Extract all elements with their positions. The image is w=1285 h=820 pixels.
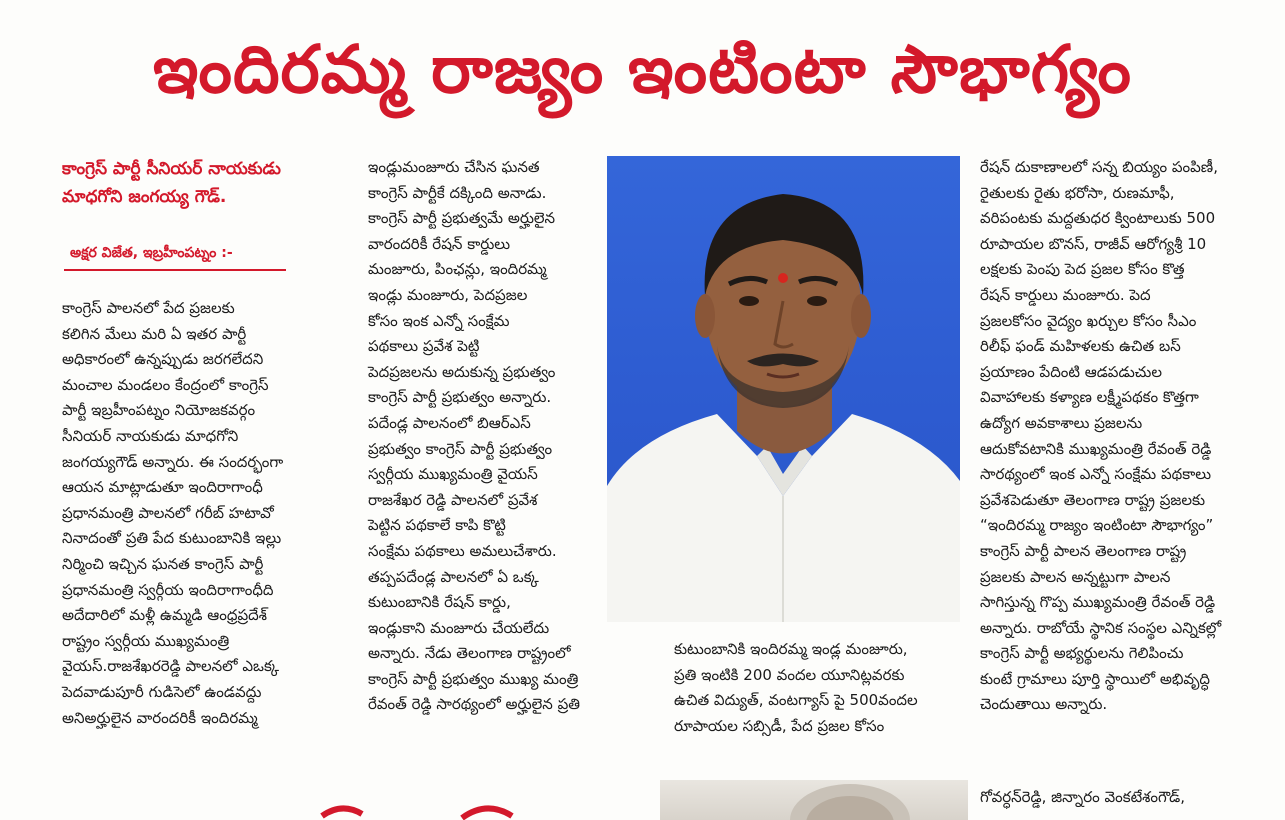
red-headline-strokes xyxy=(312,796,562,820)
byline-underline xyxy=(64,269,286,271)
headline: ఇందిరమ్మ రాజ్యం ఇంటింటా సౌభాగ్యం xyxy=(153,31,1132,108)
portrait-photo xyxy=(607,156,960,622)
article-column-4: రేషన్ దుకాణాలలో సన్న బియ్యం పంపిణీ, రైతులకు రైతు భరోసా, రుణమాఫీ, వరిపంటకు మద్దతుధర క్వింటాలుకు 500 రూపాయల బొనస్, రాజీవ్ ఆరోగ్యశ్రీ 10 లక్షలకు పెంపు పెద ప్రజల కోసం కొత్త రేషన్ కార్డులు మంజూరు. పెద ప్రజలకోసం వైద్యం ఖర్చుల కోసం సీఎం రిలీఫ్ ఫండ్ మహిళలకు ఉచిత బస్ ప్రయాణం పేదింటి ఆడపడుచుల వివాహాలకు కళ్యాణ లక్ష్మీపథకం కొత్తగా ఉద్యోగ అవకాశాలు ప్రజలను ఆదుకోవటానికి ముఖ్యమంత్రి రేవంత్ రెడ్డి సారథ్యంలో ఇంక ఎన్నో సంక్షేమ పథకాలు ప్రవేశపెడుతూ తెలంగాణ రాష్ట్ర ప్రజలకు “ఇందిరమ్మ రాజ్యం ఇంటింటా సౌభాగ్యం” కాంగ్రెస్ పార్టీ పాలన తెలంగాణ రాష్ట్ర ప్రజలకు పాలన అన్నట్టుగా పాలన సాగిస్తున్న గొప్ప ముఖ్యమంత్రి రేవంత్ రెడ్డి అన్నారు. రాబోయే స్థానిక సంస్థల ఎన్నికల్లో కాంగ్రెస్ పార్టీ అభ్యర్థులను గెలిపించు కుంటే గ్రామాలు పూర్తి స్థాయిలో అభివృద్ధి చెందుతాయి అన్నారు. xyxy=(980,158,1222,714)
next-article-text: గోవర్ధన్‌రెడ్డి, జిన్నారం వెంకటేశంగౌడ్, xyxy=(980,788,1186,806)
article-column-3-photo-caption: కుటుంబానికి ఇందిరమ్మ ఇండ్ల మంజూరు, ప్రతి ఇంటికి 200 వందల యూనిట్లవరకు ఉచిత విద్యుత్, వంటగ్యాస్ పై 500వందల రూపాయల సబ్సిడీ, పేద ప్రజల కోసం xyxy=(674,640,918,735)
next-article-photo xyxy=(660,780,968,820)
portrait-illustration xyxy=(607,156,960,622)
byline: అక్షర విజేత, ఇబ్రహీంపట్నం :- xyxy=(70,245,233,261)
article-column-1: కాంగ్రెస్ పాలనలో పేద ప్రజలకు కలిగిన మేలు మరి ఏ ఇతర పార్టీ అధికారంలో ఉన్నప్పుడు జరగలేదని మంచాల మండలం కేంద్రంలో కాంగ్రెస్ పార్టీ ఇబ్రహీంపట్నం నియోజకవర్గం సీనియర్ నాయకుడు మాధగోని జంగయ్యగౌడ్ అన్నారు. ఈ సందర్భంగా ఆయన మాట్లాడుతూ ఇందిరాగాంధీ ప్రధానమంత్రి పాలనలో గరీబ్ హటావో నినాదంతో ప్రతి పేద కుటుంబానికి ఇల్లు నిర్మించి ఇచ్చిన ఘనత కాంగ్రెస్ పార్టీ ప్రధానమంత్రి స్వర్గీయ ఇందిరాగాంధీది అదేదారిలో మళ్లీ ఉమ్మడి ఆంధ్రప్రదేశ్ రాష్ట్రం స్వర్గీయ ముఖ్యమంత్రి వైయస్.రాజశేఖరరెడ్డి పాలనలో ఎఒక్క పెదవాడుపూరీ గుడిసెలో ఉండవద్దు అనిఅర్హులైన వారందరికీ ఇందిరమ్మ xyxy=(62,299,284,727)
next-article-photo-partial xyxy=(660,780,968,820)
article-column-2: ఇండ్లుమంజూరు చేసిన ఘనత కాంగ్రెస్ పార్టీకే దక్కింది అనాడు. కాంగ్రెస్ పార్టీ ప్రభుత్వమే అర్హులైన వారందరికీ రేషన్ కార్డులు మంజూరు, పింఛన్లు, ఇందిరమ్మ ఇండ్లు మంజూరు, పెదప్రజల కోసం ఇంక ఎన్నో సంక్షేమ పథకాలు ప్రవేశ పెట్టి పెదప్రజలను అదుకున్న ప్రభుత్వం కాంగ్రెస్ పార్టీ ప్రభుత్వం అన్నారు. పదేండ్ల పాలనంలో బిఆర్ఎస్ ప్రభుత్వం కాంగ్రెస్ పార్టీ ప్రభుత్వం స్వర్గీయ ముఖ్యమంత్రి వైయస్ రాజశేఖర రెడ్డి పాలనలో ప్రవేశ పెట్టిన పథకాలే కాపి కొట్టి సంక్షేమ పథకాలు అమలుచేశారు. తప్పపదేండ్ల పాలనలో ఏ ఒక్క కుటుంబానికి రేషన్ కార్డు, ఇండ్లుకాని మంజూరు చేయలేదు అన్నారు. నేడు తెలంగాణ రాష్ట్రంలో కాంగ్రెస్ పార్టీ ప్రభుత్వం ముఖ్య మంత్రి రేవంత్ రెడ్డి సారథ్యంలో అర్హులైన ప్రతి xyxy=(368,158,580,714)
next-article-headline-fragment xyxy=(312,796,562,820)
article-subhead: కాంగ్రెస్ పార్టీ సీనియర్ నాయకుడు మాధగోని జంగయ్య గౌడ్. xyxy=(62,159,281,207)
